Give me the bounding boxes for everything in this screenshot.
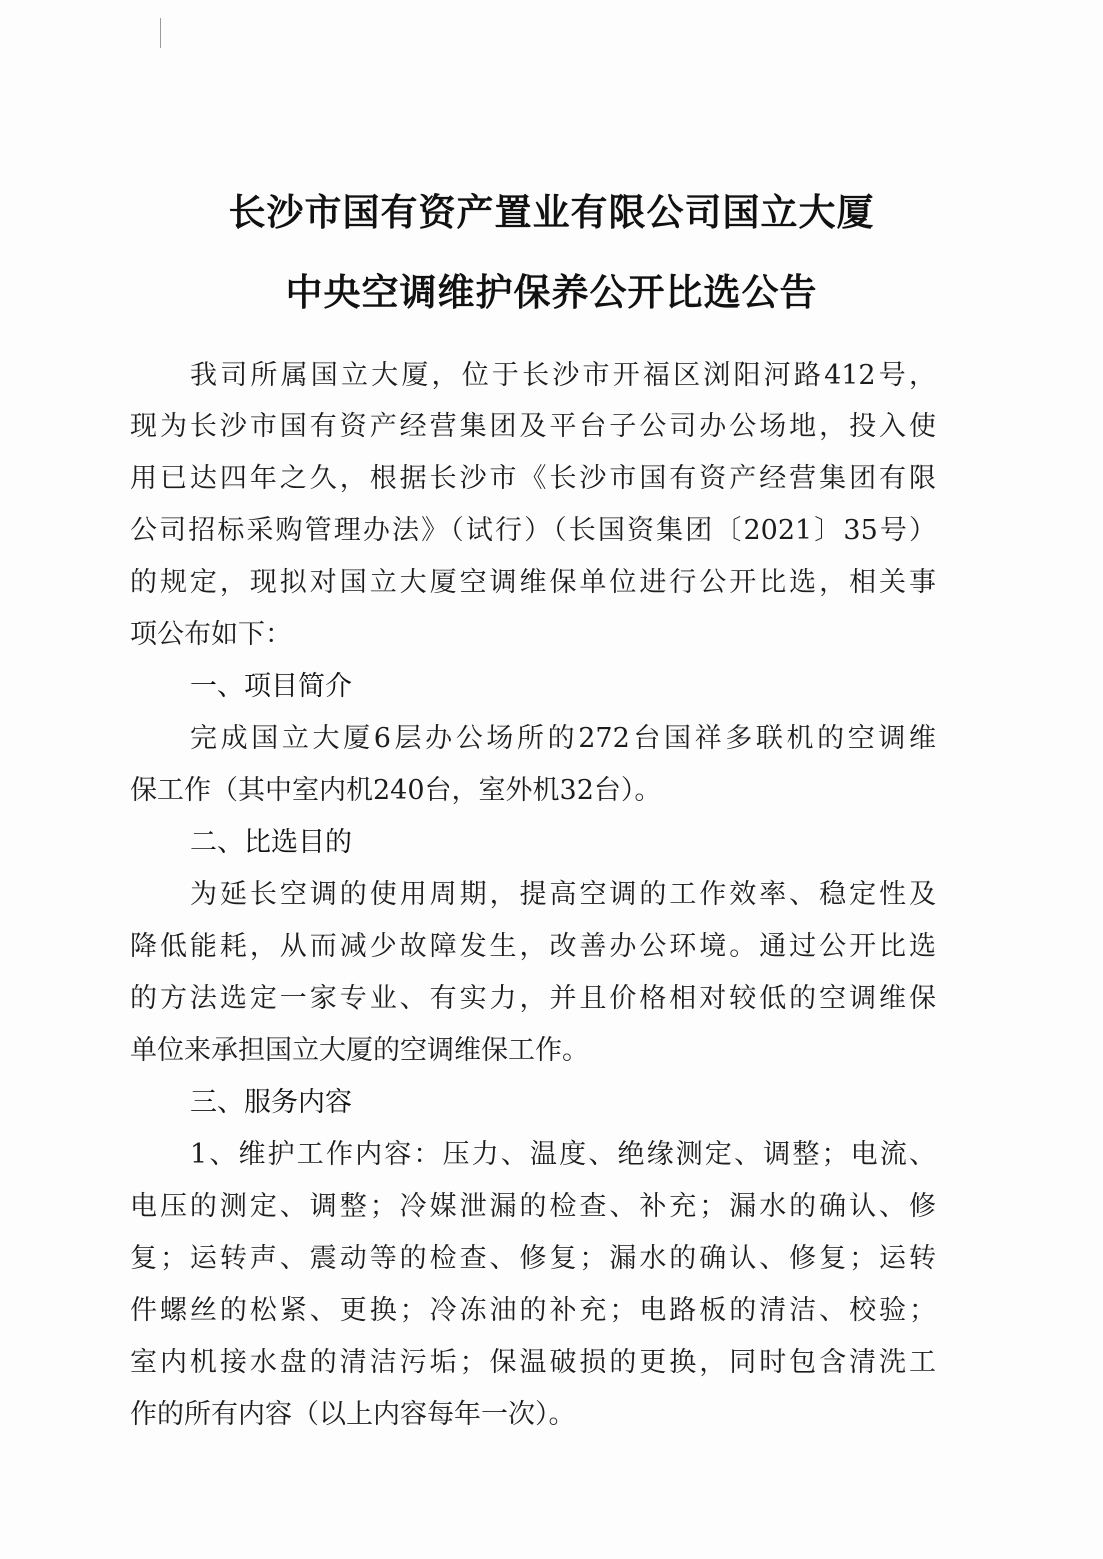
section2-line: 降低能耗，从而减少故障发生，改善办公环境。通过公开比选: [130, 931, 936, 962]
document-title-line-1: 长沙市国有资产置业有限公司国立大厦: [228, 191, 875, 234]
section2-line: 为延长空调的使用周期，提高空调的工作效率、稳定性及: [190, 879, 936, 910]
section2-line: 的方法选定一家专业、有实力，并且价格相对较低的空调维保: [130, 983, 936, 1014]
intro-line: 的规定，现拟对国立大厦空调维保单位进行公开比选，相关事: [130, 567, 936, 598]
section3-line: 作的所有内容（以上内容每年一次）。: [130, 1399, 576, 1430]
section3-line: 室内机接水盘的清洁污垢；保温破损的更换，同时包含清洗工: [130, 1347, 936, 1378]
scan-artifact-line: [160, 18, 161, 48]
section3-line: 电压的测定、调整；冷媒泄漏的检查、补充；漏水的确认、修: [130, 1191, 936, 1222]
section-heading-purpose: 二、比选目的: [190, 827, 352, 858]
intro-line: 我司所属国立大厦，位于长沙市开福区浏阳河路412号，: [190, 360, 936, 391]
document-title-line-2: 中央空调维护保养公开比选公告: [285, 271, 818, 314]
section3-line: 1、维护工作内容：压力、温度、绝缘测定、调整；电流、: [190, 1139, 936, 1170]
section-heading-service-content: 三、服务内容: [190, 1087, 352, 1118]
intro-line: 项公布如下：: [130, 619, 292, 650]
intro-line: 公司招标采购管理办法》（试行）（长国资集团〔2021〕35号）: [130, 515, 936, 546]
section1-line: 完成国立大厦6层办公场所的272台国祥多联机的空调维: [190, 723, 936, 754]
section1-line: 保工作（其中室内机240台，室外机32台）。: [130, 775, 662, 806]
intro-line: 现为长沙市国有资产经营集团及平台子公司办公场地，投入使: [130, 411, 936, 442]
section3-line: 件螺丝的松紧、更换；冷冻油的补充；电路板的清洁、校验；: [130, 1295, 936, 1326]
section3-line: 复；运转声、震动等的检查、修复；漏水的确认、修复；运转: [130, 1243, 936, 1274]
section2-line: 单位来承担国立大厦的空调维保工作。: [130, 1035, 589, 1066]
intro-line: 用已达四年之久，根据长沙市《长沙市国有资产经营集团有限: [130, 463, 936, 494]
section-heading-project-intro: 一、项目简介: [190, 671, 352, 702]
